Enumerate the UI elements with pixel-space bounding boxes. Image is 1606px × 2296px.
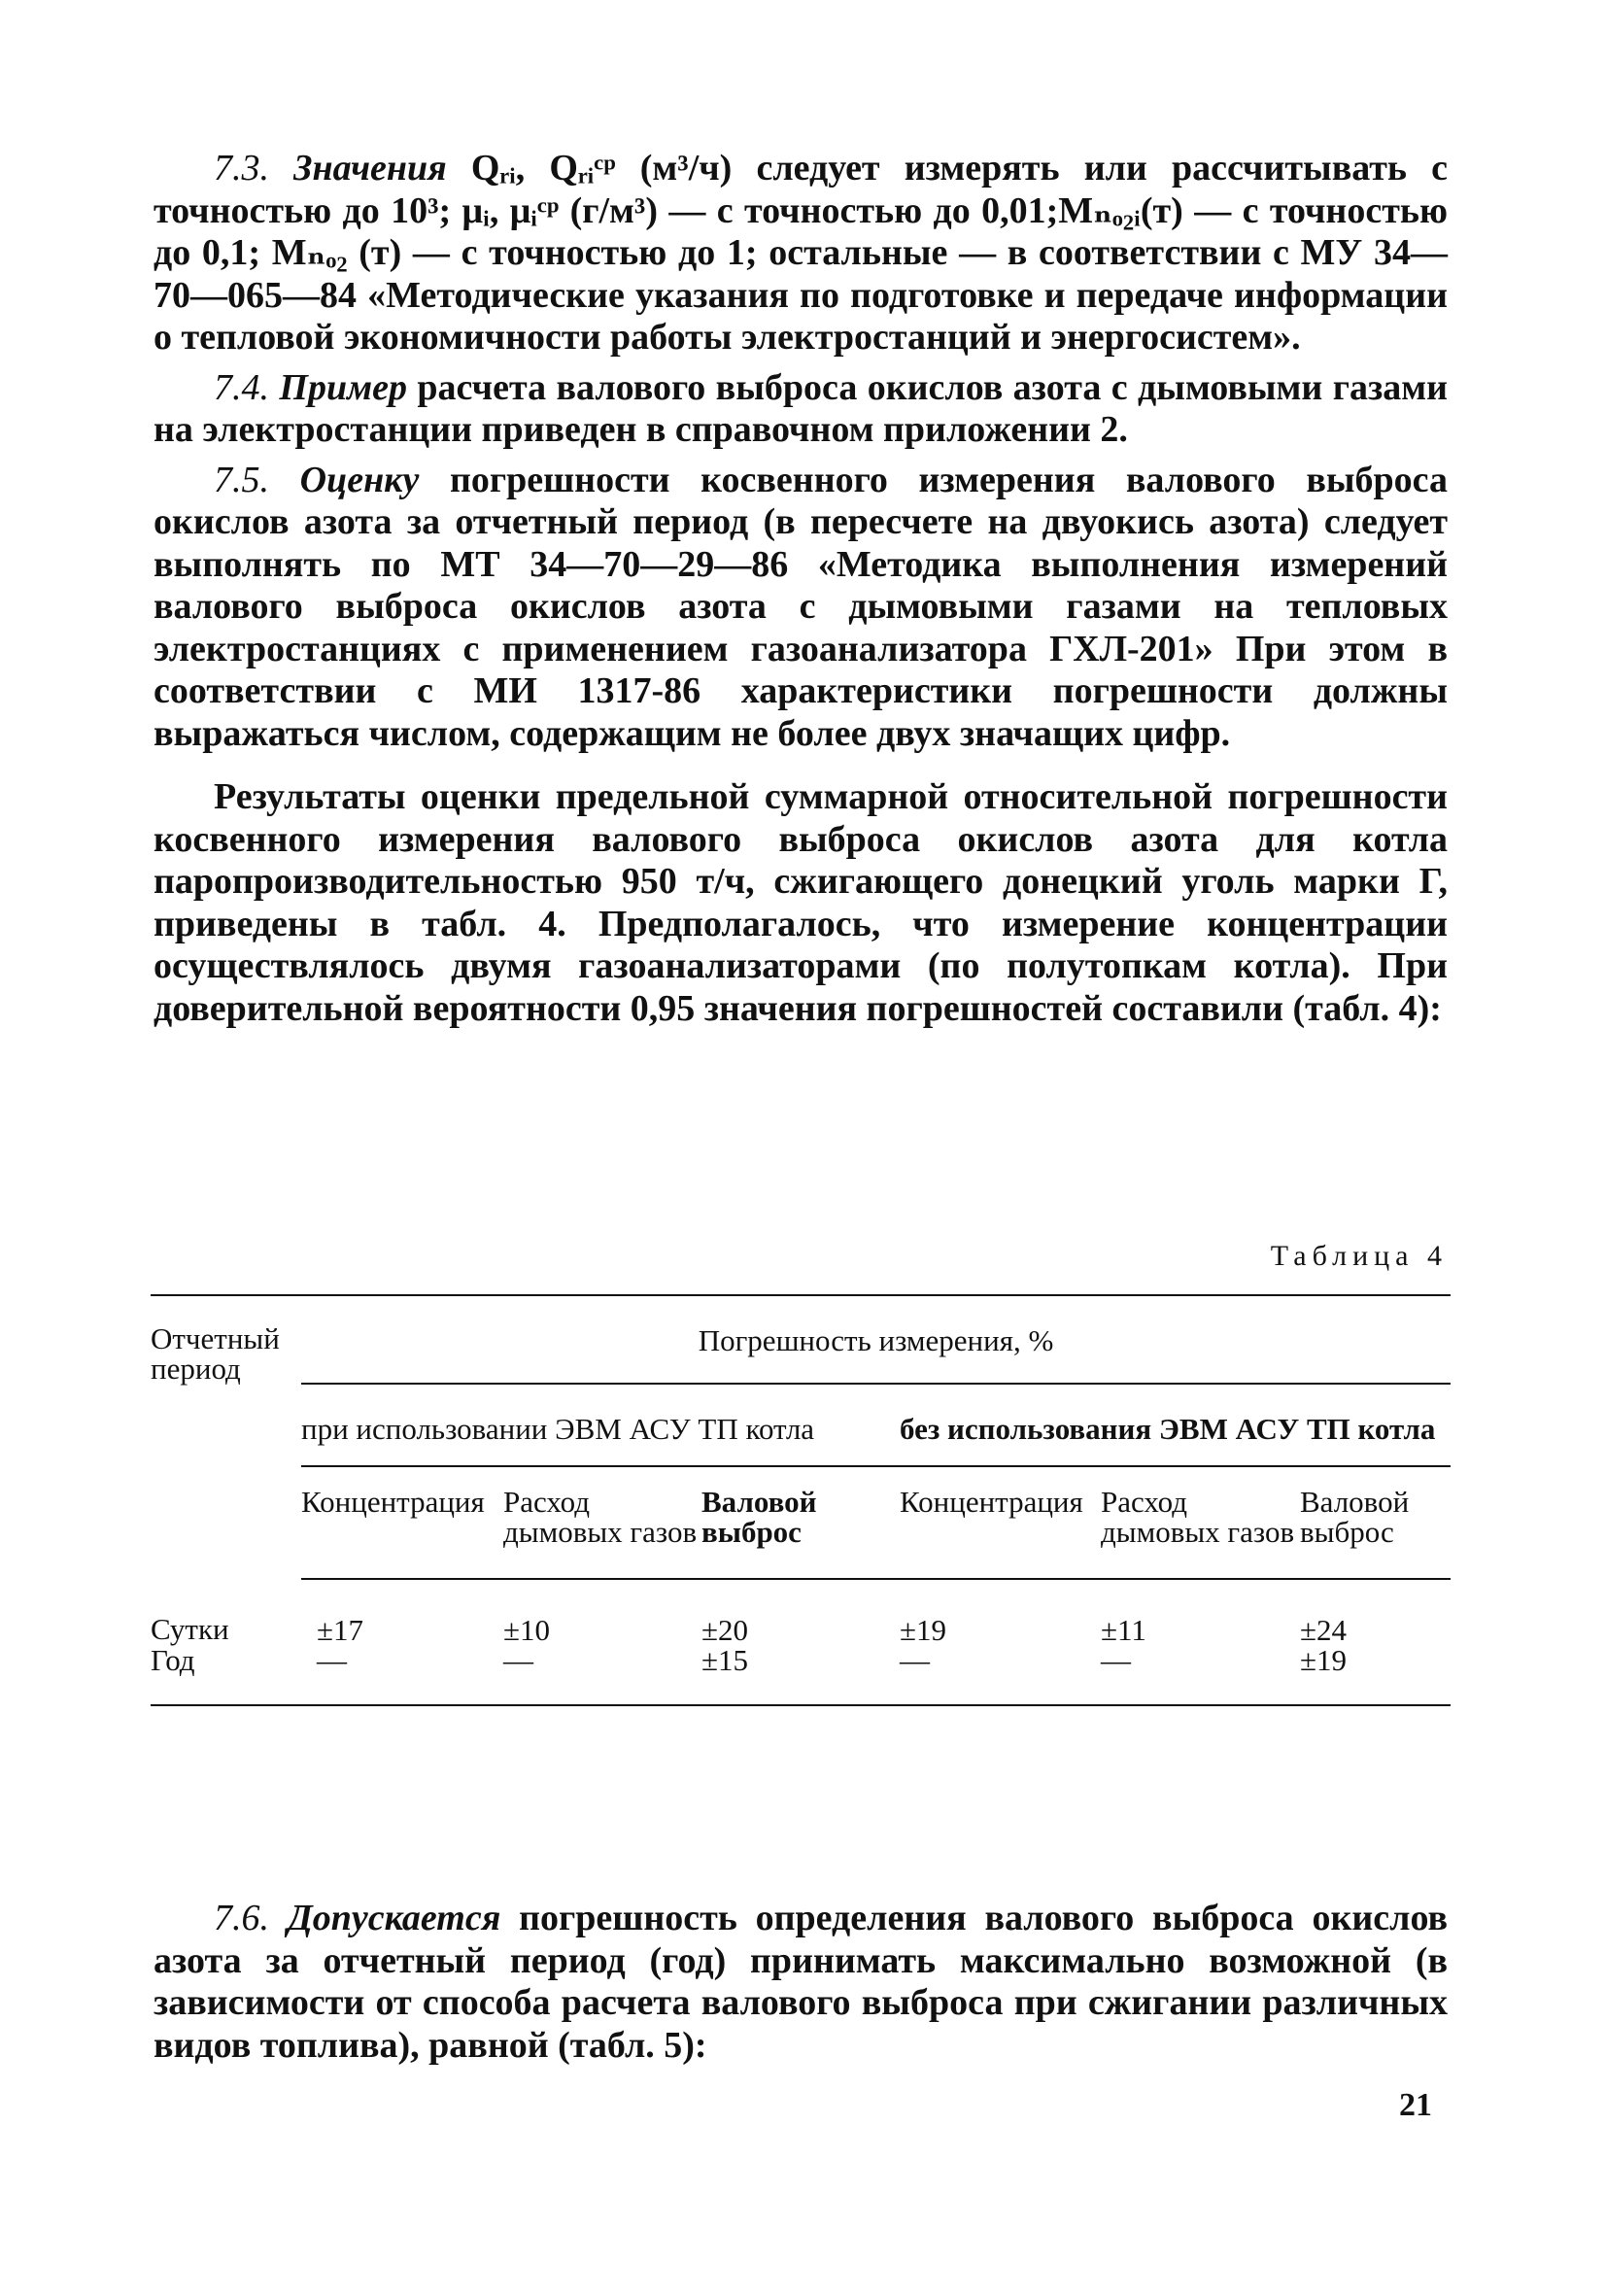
paragraph-number: 7.4. bbox=[214, 366, 269, 408]
page-number: 21 bbox=[1399, 2087, 1432, 2123]
header-col-conc: Концентрация bbox=[301, 1466, 503, 1579]
body-text bbox=[154, 148, 1448, 1030]
header-group-without: без использования ЭВМ АСУ ТП котла bbox=[900, 1384, 1451, 1466]
paragraph-text: погрешность определения валового выброса окислов азота за отчетный период (год) принимать максимально возможной (в зависимости от способа расчета валового выброса при сжигании различных видов топлива), равной (табл. 5): bbox=[154, 1898, 1449, 2066]
header-col-gross: Валовой выброс bbox=[1300, 1466, 1451, 1579]
table-row bbox=[151, 1579, 1451, 1645]
paragraph-7-5 bbox=[154, 460, 1448, 756]
paragraph-text: погрешности косвенного измерения валового выброса окислов азота за отчетный период (в пересчете на двуокись азота) следует выполнять по МТ 34—70—29—86 «Методика выполнения измерений валового выброса окислов азота с дымовыми газами на тепловых электростанциях с применением газоанализатора ГХЛ-201» При этом в соответствии с МИ 1317-86 характеристики погрешности должны выражаться числом, содержащим не более двух значащих цифр. bbox=[154, 459, 1448, 754]
cell-value: ±17 bbox=[317, 1613, 364, 1647]
header-col-gross: Валовой выброс bbox=[701, 1466, 900, 1579]
cell-period: Сутки bbox=[151, 1612, 229, 1646]
paragraph-results bbox=[154, 776, 1448, 1030]
paragraph-text: Qᵣᵢ, Qᵣᵢᶜᵖ (м³/ч) следует измерять или рассчитывать с точностью до 10³; μᵢ, μᵢᶜᵖ (г/м³) — с точностью до 0,01;Mₙₒ₂ᵢ(т) — с точностью до 0,1; Mₙₒ₂ (т) — с точностью до 1; остальные — в соответствии с МУ 34—70—065—84 «Методические указания по подготовке и передаче информации о тепловой экономичности работы электростанций и энергосистем». bbox=[154, 148, 1449, 358]
header-main: Погрешность измерения, % bbox=[301, 1295, 1451, 1384]
paragraph-7-3 bbox=[154, 148, 1448, 360]
paragraph-text: расчета валового выброса окислов азота с дымовыми газами на электростанции приведен в справочном приложении 2. bbox=[154, 366, 1449, 450]
cell-value: ±10 bbox=[503, 1613, 551, 1647]
cell-value: — bbox=[900, 1645, 1101, 1705]
table-col-row bbox=[151, 1466, 1451, 1579]
table-row bbox=[151, 1645, 1451, 1705]
paragraph-number: 7.3. bbox=[214, 148, 269, 188]
header-col-flow: Расход дымовых газов bbox=[1101, 1466, 1300, 1579]
cell-value: — bbox=[301, 1645, 503, 1705]
cell-value: ±11 bbox=[1101, 1613, 1146, 1647]
cell-value: — bbox=[1101, 1645, 1300, 1705]
cell-value: ±15 bbox=[701, 1645, 900, 1705]
header-group-with: при использовании ЭВМ АСУ ТП котла bbox=[301, 1384, 900, 1466]
paragraph-7-4 bbox=[154, 367, 1448, 452]
header-col-conc: Концентрация bbox=[900, 1466, 1101, 1579]
cell-value: — bbox=[503, 1645, 701, 1705]
paragraph-lead: Допускается bbox=[287, 1898, 501, 1938]
header-period: Отчетный период bbox=[151, 1295, 301, 1579]
cell-value: ±24 bbox=[1300, 1613, 1348, 1647]
paragraph-number: 7.5. bbox=[214, 459, 269, 500]
paragraph-lead: Пример bbox=[279, 366, 407, 408]
table-header-row bbox=[151, 1295, 1451, 1384]
paragraph-lead: Оценку bbox=[299, 459, 420, 500]
paragraph-number: 7.6. bbox=[214, 1898, 269, 1938]
cell-value: ±19 bbox=[900, 1613, 947, 1647]
table-4 bbox=[151, 1294, 1451, 1706]
paragraph-7-6-block bbox=[154, 1898, 1448, 2067]
header-col-flow: Расход дымовых газов bbox=[503, 1466, 701, 1579]
paragraph-text: Результаты оценки предельной суммарной относительной погрешности косвенного измерения валового выброса окислов азота для котла паропроизводительностью 950 т/ч, сжигающего донецкий уголь марки Г, приведены в табл. 4. Предполагалось, что измерение концентрации осуществлялось двумя газоанализаторами (по полутопкам котла). При доверительной вероятности 0,95 значения погрешностей составили (табл. 4): bbox=[154, 776, 1448, 1029]
paragraph-7-6 bbox=[154, 1898, 1448, 2067]
cell-value: ±19 bbox=[1300, 1645, 1451, 1705]
table-caption: Таблица 4 bbox=[1270, 1240, 1448, 1272]
cell-period: Год bbox=[151, 1645, 301, 1705]
paragraph-lead: Значения bbox=[293, 148, 447, 188]
cell-value: ±20 bbox=[701, 1613, 749, 1647]
table-group-row bbox=[151, 1384, 1451, 1466]
